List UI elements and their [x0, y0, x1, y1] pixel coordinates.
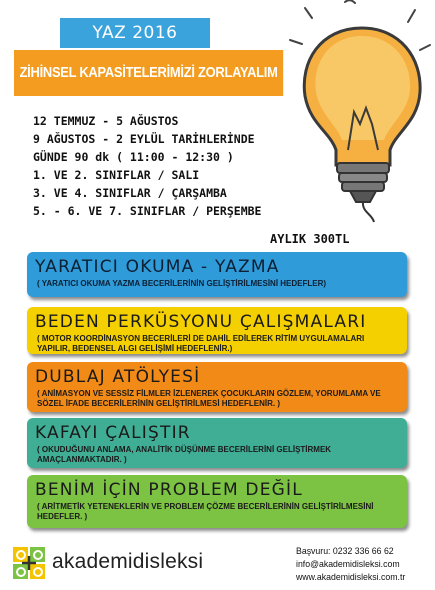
schedule-line: 9 AĞUSTOS - 2 EYLÜL TARİHLERİNDE: [33, 132, 255, 146]
program-title: BEDEN PERKÜSYONU ÇALIŞMALARI: [35, 312, 367, 332]
contact-phone: Başvuru: 0232 336 66 62: [296, 546, 394, 557]
year-label: YAZ 2016: [92, 23, 178, 43]
program-title: BENİM İÇİN PROBLEM DEĞİL: [35, 480, 303, 500]
schedule-line: GÜNDE 90 dk ( 11:00 - 12:30 ): [33, 150, 234, 164]
program-title: YARATICI OKUMA - YAZMA: [35, 257, 280, 277]
program-card-problem-solving: [27, 475, 407, 528]
program-description: ( YARATICI OKUMA YAZMA BECERİLERİNİN GELİŞTİRİLMESİNİ HEDEFLER): [37, 279, 327, 288]
akademidisleksi-logo: [12, 546, 46, 580]
program-title: KAFAYI ÇALIŞTIR: [35, 423, 191, 443]
program-card-dubbing-workshop: [27, 362, 407, 412]
contact-website[interactable]: www.akademidisleksi.com.tr: [296, 572, 406, 583]
monthly-price: AYLIK 300TL: [270, 232, 350, 246]
program-description: ( MOTOR KOORDİNASYON BECERİLERİ DE DAHİL EDİLEREK RİTİM UYGULAMALARI YAPILIR, BEDENSEL ALGI GELİŞİMİ HEDEFLENİR.): [37, 334, 365, 353]
program-card-body-percussion: [27, 307, 407, 354]
brand-name: akademidisleksi: [52, 550, 204, 573]
program-description: ( OKUDUĞUNU ANLAMA, ANALİTİK DÜŞÜNME BECERİLERİNİ GELİŞTİRMEK AMAÇLANMAKTADIR. ): [37, 445, 332, 464]
program-title: DUBLAJ ATÖLYESİ: [35, 367, 201, 387]
schedule-line: 12 TEMMUZ - 5 AĞUSTOS: [33, 114, 179, 128]
program-description: ( ANİMASYON VE SESSİZ FİLMLER İZLENEREK ÇOCUKLARIN GÖZLEM, YORUMLAMA VE SÖZEL İFADE BECERİLERİNİN GELİŞTİRİLMESİ HEDEFLENİR. ): [37, 389, 381, 408]
year-banner: [60, 18, 210, 48]
slogan-label: ZİHİNSEL KAPASİTELERİMİZİ ZORLAYALIM: [19, 64, 278, 81]
light-bulb-icon: [250, 0, 435, 230]
contact-info: [296, 545, 417, 584]
schedule-line: 3. VE 4. SINIFLAR / ÇARŞAMBA: [33, 186, 227, 200]
slogan-banner: [14, 50, 283, 96]
program-card-creative-writing: [27, 252, 407, 297]
contact-email[interactable]: info@akademidisleksi.com: [296, 559, 400, 570]
schedule-info: [33, 112, 261, 220]
schedule-line: 5. - 6. VE 7. SINIFLAR / PERŞEMBE: [33, 204, 262, 218]
program-description: ( ARİTMETİK YETENEKLERİN VE PROBLEM ÇÖZME BECERİLERİNİN GELİŞTİRİLMESİNİ HEDEFLER. ): [37, 502, 374, 521]
program-card-exercise-mind: [27, 418, 407, 468]
schedule-line: 1. VE 2. SINIFLAR / SALI: [33, 168, 200, 182]
